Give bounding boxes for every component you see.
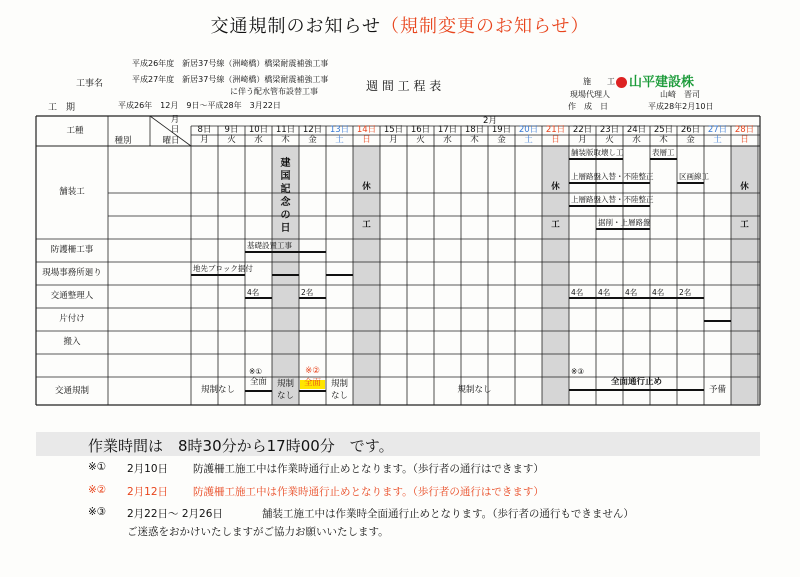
task-bar [596,297,623,299]
regulation-none: 規制なし [200,385,235,395]
task-label: 区画線工 [679,172,709,181]
regulation-label: 規制 [330,379,348,389]
day-label: 日 [170,125,180,135]
regulation-bar [245,390,272,392]
note2-date: 2月12日 [127,486,169,498]
note2-text: 防護柵工施工中は作業時通行止めとなります。（歩行者の通行はできます） [193,486,544,498]
day-header: 16日 [410,125,431,135]
schedule-title: 週 間 工 程 表 [366,79,442,93]
note3-mark: ※③ [88,506,107,518]
regulation-full-closure: 全面通行止め [610,377,662,387]
row-label: 片付け [59,314,85,324]
regulation-full: 全面 [249,377,267,387]
date-label: 作 成 日 [568,102,608,111]
rest-char: 工 [551,220,560,230]
row-label: 舗装工 [59,187,85,197]
weekday-header: 日 [551,135,560,145]
holiday-char: 国 [280,171,291,182]
kosyu-label: 工種 [66,126,84,136]
koji-line-2: 平成27年度 新居37号線（洲崎橋）橋梁耐震補強工事 [132,75,329,84]
day-header: 18日 [464,125,485,135]
task-bar [326,274,353,276]
rest-char: 工 [362,220,371,230]
day-header: 21日 [545,125,566,135]
kiki-value: 平成26年 12月 9日～平成28年 3月22日 [118,101,281,110]
contractor-label: 施 工 [583,77,615,86]
count-label: 4名 [625,288,638,297]
count-label: 4名 [652,288,665,297]
weekday-header: 土 [335,135,344,145]
month-label: 月 [170,115,180,125]
task-label: 地先ブロック据付 [193,264,253,273]
row-label: 交通整理人 [50,291,94,301]
regulation-bar [569,389,704,391]
weekday-header: 木 [659,135,668,145]
task-label: 舗装版取壊し工 [571,148,624,157]
task-label: 上層路盤入替・不陸整正 [571,195,654,204]
koji-line-3: に伴う配水管布設替工事 [230,87,318,96]
regulation-bar [299,390,326,392]
weekday-header: 木 [470,135,479,145]
day-header: 27日 [707,125,728,135]
regulation-full-red: 全面 [303,378,321,388]
agent-name: 山崎 晋司 [660,90,700,99]
count-label: 4名 [247,288,260,297]
holiday-char: 念 [280,197,291,208]
regulation-note-mark: ※② [305,366,320,376]
weekday-header: 火 [227,135,236,145]
day-header: 14日 [356,125,377,135]
row-label: 防護柵工事 [50,245,94,255]
day-header: 9日 [224,125,239,135]
weekday-header: 日 [740,135,749,145]
day-header: 15日 [383,125,404,135]
holiday-char: 建 [280,158,291,169]
note4-text: ご迷惑をおかけいたしますがご協力お願いいたします。 [127,526,389,538]
day-header: 13日 [329,125,350,135]
day-header: 11日 [275,125,296,135]
day-header: 17日 [437,125,458,135]
day-header: 12日 [302,125,323,135]
date-value: 平成28年2月10日 [648,102,714,111]
count-label: 4名 [571,288,584,297]
holiday-char: 日 [280,223,291,234]
count-label: 2名 [301,288,314,297]
task-bar [245,251,326,253]
weekday-header: 土 [713,135,722,145]
kiki-label: 工 期 [48,103,76,113]
regulation-note-mark: ※③ [571,367,585,376]
regulation-label: 規制 [276,379,294,389]
weekday-header: 金 [308,135,317,145]
work-hours: 作業時間は 8時30分から17時00分 です。 [88,437,394,455]
task-bar [596,228,650,230]
day-header: 26日 [680,125,701,135]
weekday-header: 日 [362,135,371,145]
rest-char: 休 [551,182,560,192]
day-header: 23日 [599,125,620,135]
weekday-header: 水 [443,135,452,145]
rest-char: 工 [740,220,749,230]
day-header: 22日 [572,125,593,135]
task-bar [245,297,272,299]
task-bar [569,205,650,207]
note1-text: 防護柵工施工中は作業時通行止めとなります。（歩行者の通行はできます） [193,463,544,475]
task-bar [677,182,704,184]
koji-line-1: 平成26年度 新居37号線（洲崎橋）橋梁耐震補強工事 [132,59,329,68]
weekday-header: 火 [605,135,614,145]
day-header: 10日 [248,125,269,135]
note1-mark: ※① [88,461,107,473]
weekday-header: 月 [578,135,587,145]
row-label: 交通規制 [54,386,89,396]
task-label: 表層工 [652,148,675,157]
task-bar [569,158,623,160]
shubetsu-label: 種別 [114,136,132,146]
count-label: 4名 [598,288,611,297]
regulation-spare: 予備 [708,385,726,395]
task-bar [650,158,677,160]
day-header: 28日 [734,125,755,135]
agent-label: 現場代理人 [570,90,610,99]
count-label: 2名 [679,288,692,297]
regulation-none: 規制なし [457,385,492,395]
task-label: 上層路盤入替・不陸整正 [571,172,654,181]
contractor-name: 山平建設株 [616,71,694,90]
holiday-char: の [280,210,291,221]
weekday-header: 火 [416,135,425,145]
row-label: 搬入 [63,337,81,347]
task-bar [704,320,731,322]
weekday-header: 金 [686,135,695,145]
task-bar [677,297,704,299]
rest-char: 休 [740,182,749,192]
note1-date: 2月10日 [127,463,169,475]
regulation-note-mark: ※① [249,367,263,376]
regulation-label: なし [330,391,348,401]
weekday-header: 水 [254,135,263,145]
day-header: 20日 [518,125,539,135]
weekday-header: 月 [200,135,209,145]
task-bar [272,274,299,276]
task-bar [191,274,245,276]
task-bar [650,297,677,299]
koji-label: 工事名 [76,79,104,89]
rest-char: 休 [362,182,371,192]
weekday-header: 月 [389,135,398,145]
note3-text: 舗装工施工中は作業時全面通行止めとなります。（歩行者の通行もできません） [262,508,634,520]
day-header: 25日 [653,125,674,135]
row-label: 現場事務所廻り [42,268,102,278]
title-sub: （規制変更のお知らせ） [381,16,590,37]
note3-date: 2月22日～ 2月26日 [127,508,223,520]
weekday-header: 木 [281,135,290,145]
weekday-header: 金 [497,135,506,145]
title-main: 交通規制のお知らせ [210,16,381,37]
weekday-header: 水 [632,135,641,145]
weekday-header: 土 [524,135,533,145]
day-header: 8日 [197,125,212,135]
task-bar [569,297,596,299]
day-header: 19日 [491,125,512,135]
month-value: 2月 [483,116,497,126]
task-bar [299,297,326,299]
holiday-char: 記 [280,184,291,195]
day-header: 24日 [626,125,647,135]
task-label: 据削・上層路盤 [598,218,651,227]
task-label: 基礎設置工事 [247,241,292,250]
regulation-label: なし [276,391,294,401]
youbi-label: 曜日 [162,136,180,146]
task-bar [569,182,650,184]
task-bar [623,297,650,299]
note2-mark: ※② [88,484,107,496]
